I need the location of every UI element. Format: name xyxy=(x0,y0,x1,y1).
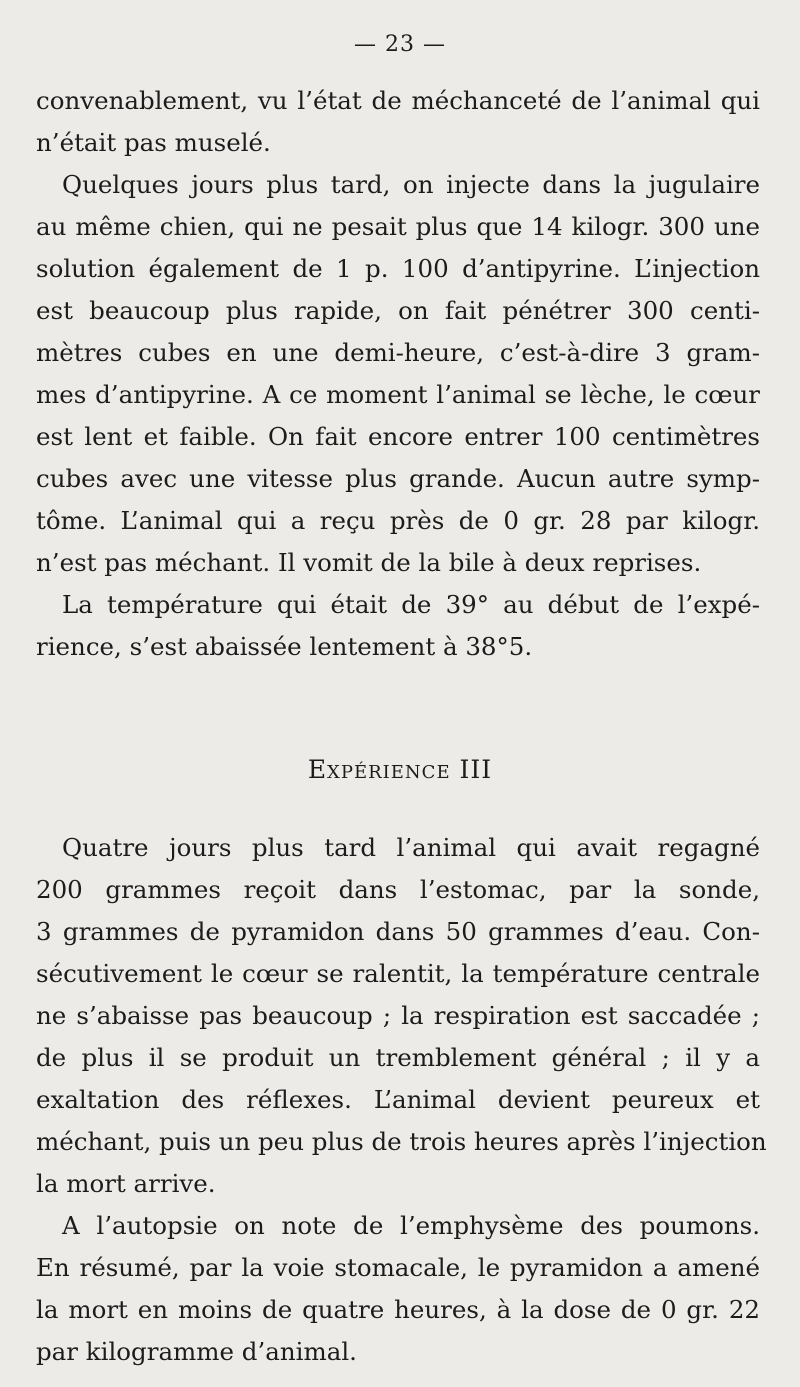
text-line: Quelques jours plus tard, on injecte dans la jugulaire xyxy=(62,170,760,199)
text-line: rience, s’est abaissée lentement à 38°5. xyxy=(36,632,533,661)
text-line: de plus il se produit un tremblement général ; il y a xyxy=(36,1043,760,1072)
text-line: la mort arrive. xyxy=(36,1169,216,1198)
text-line: 3 grammes de pyramidon dans 50 grammes d’eau. Con- xyxy=(36,917,760,946)
text-line: méchant, puis un peu plus de trois heures après l’injection xyxy=(36,1127,767,1156)
text-line: au même chien, qui ne pesait plus que 14 kilogr. 300 une xyxy=(36,212,760,241)
text-line: A l’autopsie on note de l’emphysème des poumons. xyxy=(62,1211,760,1240)
text-line: mètres cubes en une demi-heure, c’est-à-dire 3 gram- xyxy=(36,338,760,367)
text-line: par kilogramme d’animal. xyxy=(36,1337,357,1366)
text-line: ne s’abaisse pas beaucoup ; la respiration est saccadée ; xyxy=(36,1001,760,1030)
text-line: sécutivement le cœur se ralentit, la température centrale xyxy=(36,959,760,988)
text-line: la mort en moins de quatre heures, à la dose de 0 gr. 22 xyxy=(36,1295,760,1324)
text-line: solution également de 1 p. 100 d’antipyrine. L’injection xyxy=(36,254,760,283)
text-line: est lent et faible. On fait encore entrer 100 centimètres xyxy=(36,422,760,451)
text-line: Quatre jours plus tard l’animal qui avait regagné xyxy=(62,833,760,862)
text-line: tôme. L’animal qui a reçu près de 0 gr. 28 par kilogr. xyxy=(36,506,760,535)
text-line: mes d’antipyrine. A ce moment l’animal se lèche, le cœur xyxy=(36,380,760,409)
text-line: 200 grammes reçoit dans l’estomac, par la sonde, xyxy=(36,875,760,904)
text-line: exaltation des réflexes. L’animal devient peureux et xyxy=(36,1085,760,1114)
section-heading: Expérience III xyxy=(307,755,493,784)
text-line: est beaucoup plus rapide, on fait pénétrer 300 centi- xyxy=(36,296,760,325)
text-line: La température qui était de 39° au début de l’expé- xyxy=(62,590,760,619)
text-line: n’est pas méchant. Il vomit de la bile à deux reprises. xyxy=(36,548,702,577)
text-line: convenablement, vu l’état de méchanceté de l’animal qui xyxy=(36,86,760,115)
page-number: — 23 — xyxy=(354,32,446,57)
text-line: n’était pas muselé. xyxy=(36,128,271,157)
text-line: cubes avec une vitesse plus grande. Aucun autre symp- xyxy=(36,464,760,493)
text-line: En résumé, par la voie stomacale, le pyramidon a amené xyxy=(36,1253,760,1282)
